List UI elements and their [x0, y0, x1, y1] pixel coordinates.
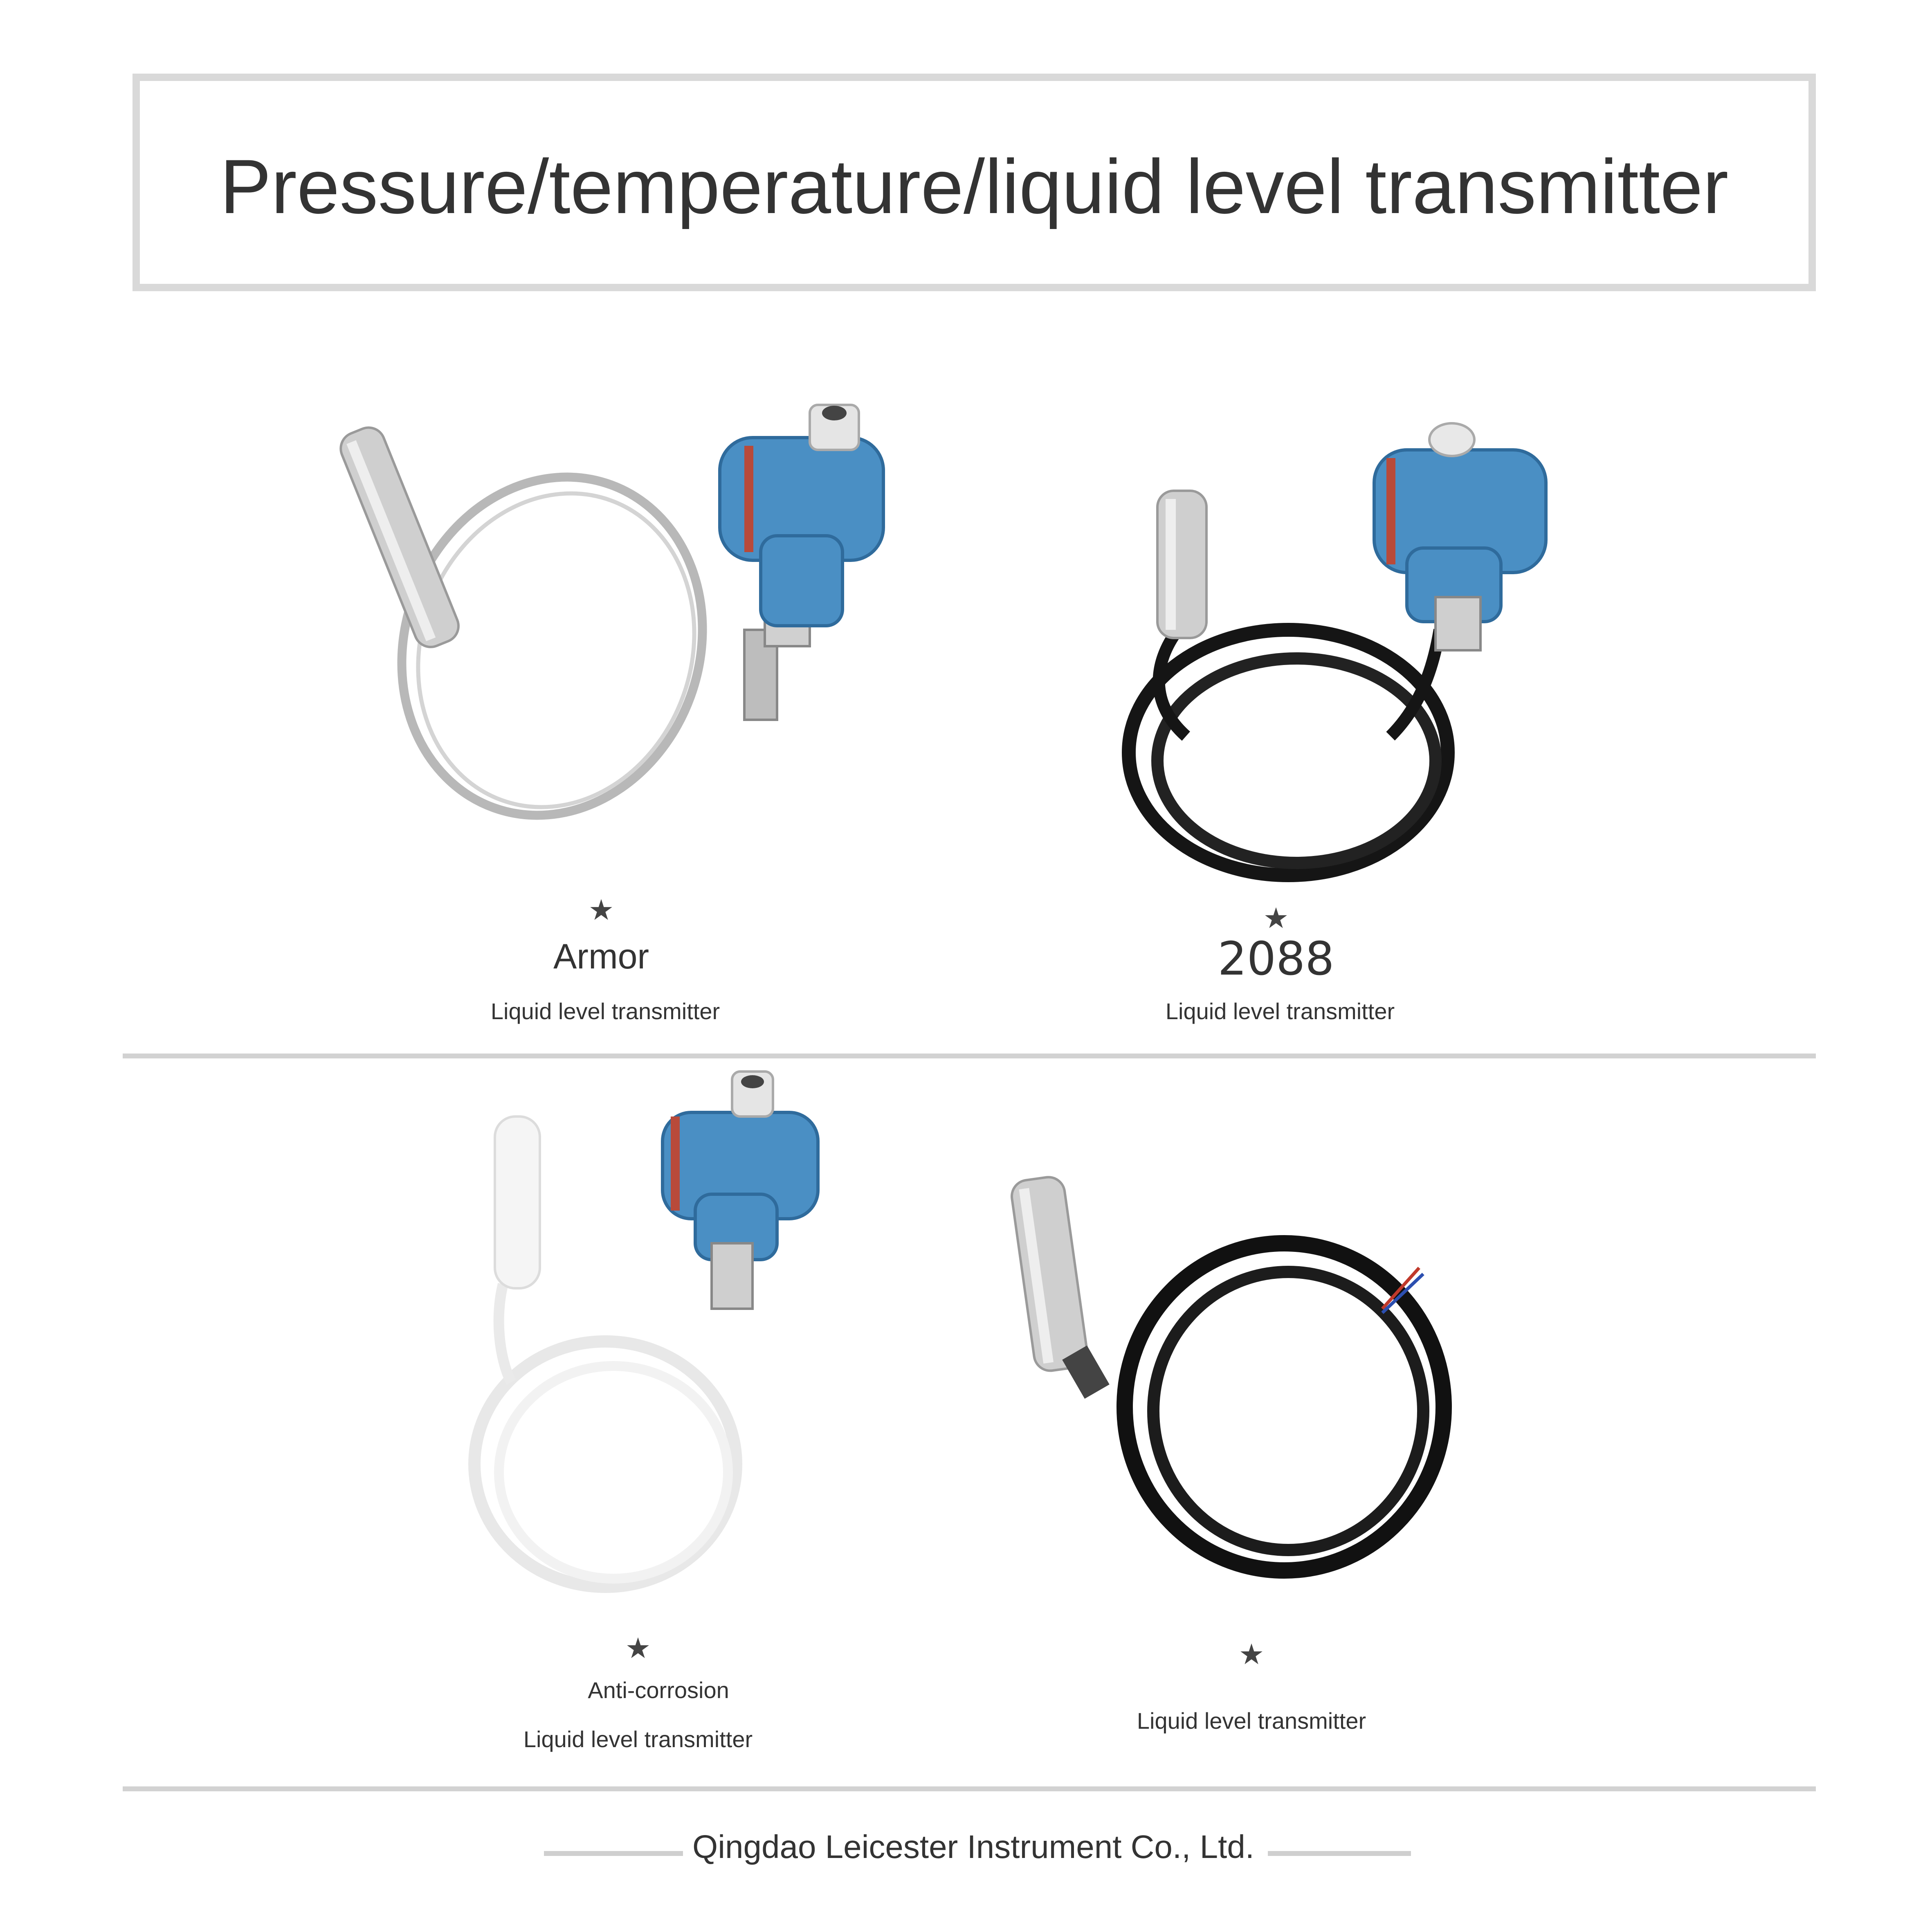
title-banner: [133, 74, 1816, 291]
product-subtitle: Liquid level transmitter: [490, 998, 720, 1024]
anti-corrosion-transmitter-image: [450, 1072, 818, 1628]
footer-line-left: [544, 1851, 683, 1856]
star-icon: ★: [1263, 902, 1289, 934]
star-icon: ★: [625, 1632, 651, 1664]
product-subtitle: Liquid level transmitter: [523, 1726, 753, 1752]
star-icon: ★: [1238, 1638, 1265, 1670]
company-name: Qingdao Leicester Instrument Co., Ltd.: [692, 1829, 1255, 1865]
cable-transmitter-image: [1014, 1178, 1485, 1628]
product-subtitle: Liquid level transmitter: [1137, 1708, 1366, 1734]
section-divider: [123, 1786, 1816, 1791]
star-icon: ★: [588, 894, 614, 926]
armor-transmitter-image: [335, 401, 928, 908]
product-name: Armor: [553, 937, 649, 976]
section-divider: [123, 1054, 1816, 1058]
product-name: 2088: [1218, 932, 1334, 986]
product-subtitle: Liquid level transmitter: [1165, 998, 1395, 1024]
2088-transmitter-image: [1104, 417, 1575, 916]
product-name: Anti-corrosion: [588, 1677, 729, 1703]
footer-line-right: [1268, 1851, 1411, 1856]
page-title: Pressure/temperature/liquid level transmitter: [220, 144, 1729, 229]
